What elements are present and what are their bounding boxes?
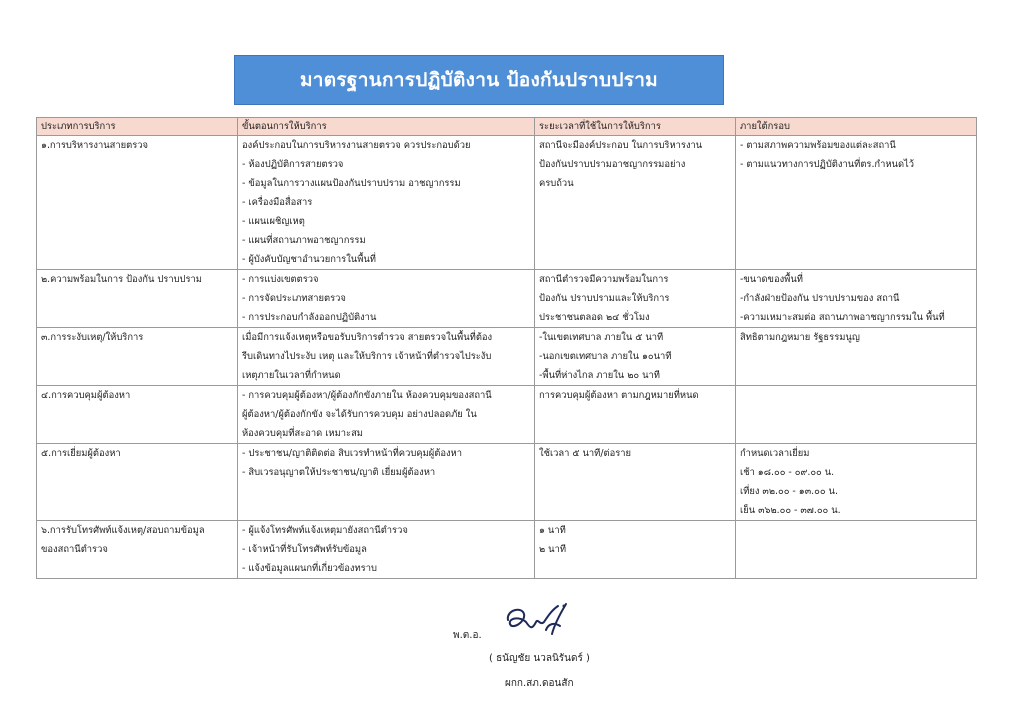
text-line: ๑.การบริหารงานสายตรวจ (41, 140, 148, 151)
page-title: มาตรฐานการปฏิบัติงาน ป้องกันปราบปราม (299, 69, 659, 91)
text-line: สถานีตำรวจมีความพร้อมในการ (539, 274, 669, 285)
text-line: เหตุภายในเวลาที่กำหนด (242, 370, 341, 381)
text-line: - ผู้บังคับบัญชาอำนวยการในพื้นที่ (242, 254, 376, 265)
text-line: ๕.การเยี่ยมผู้ต้องหา (41, 448, 121, 459)
text-line: - ประชาชน/ญาติติดต่อ สิบเวรทำหน้าที่ควบคุมผู้ต้องหา (242, 448, 462, 459)
table-row (37, 386, 977, 444)
text-line: ผู้ต้องหา/ผู้ต้องกักขัง จะได้รับการควบคุม อย่างปลอดภัย ใน (242, 409, 477, 420)
cell-framework (736, 270, 977, 328)
table-row (37, 444, 977, 521)
header-framework: ภายใต้กรอบ (736, 118, 977, 136)
signer-name: ( ธนัญชัย นวลนิรันดร์ ) (489, 653, 590, 664)
text-line: - ผู้แจ้งโทรศัพท์แจ้งเหตุมายังสถานีตำรวจ (242, 525, 408, 536)
standards-table (36, 117, 977, 579)
text-line: รีบเดินทางไประงับ เหตุ และให้บริการ เจ้าหน้าที่ตำรวจไประงับ (242, 351, 492, 362)
cell-steps (238, 136, 535, 270)
text-line: เมื่อมีการแจ้งเหตุหรือขอรับบริการตำรวจ สายตรวจในพื้นที่ต้อง (242, 332, 493, 343)
text-line: - แผนที่สถานภาพอาชญากรรม (242, 235, 366, 246)
cell-time (535, 136, 736, 270)
text-line: ครบถ้วน (539, 178, 574, 189)
cell-service (37, 136, 238, 270)
text-line: ห้องควบคุมที่สะอาด เหมาะสม (242, 428, 363, 439)
text-line: - ห้องปฏิบัติการสายตรวจ (242, 159, 344, 170)
table-row (37, 136, 977, 270)
text-line: กำหนดเวลาเยี่ยม (740, 448, 810, 459)
text-line: - การจัดประเภทสายตรวจ (242, 293, 346, 304)
text-line: การควบคุมผู้ต้องหา ตามกฎหมายที่หนด (539, 390, 699, 401)
text-line: ประชาชนตลอด ๒๔ ชั่วโมง (539, 312, 650, 323)
cell-time (535, 270, 736, 328)
cell-framework (736, 521, 977, 579)
cell-service (37, 386, 238, 444)
text-line: - แผนเผชิญเหตุ (242, 216, 305, 227)
text-line: - แจ้งข้อมูลแผนกที่เกี่ยวข้องทราบ (242, 563, 377, 574)
cell-steps (238, 386, 535, 444)
cell-steps (238, 270, 535, 328)
text-line: ๑ นาที (539, 525, 566, 536)
cell-framework (736, 136, 977, 270)
text-line: เช้า ๑๘.๐๐ - ๐๙.๐๐ น. (740, 467, 835, 478)
cell-framework (736, 444, 977, 521)
cell-time (535, 386, 736, 444)
cell-time (535, 521, 736, 579)
text-line: - เครื่องมือสื่อสาร (242, 197, 313, 208)
text-line: -ในเขตเทศบาล ภายใน ๕ นาที (539, 332, 664, 343)
cell-framework (736, 328, 977, 386)
cell-service (37, 444, 238, 521)
text-line: -ขนาดของพื้นที่ (740, 274, 803, 285)
signer-position: ผกก.สภ.ดอนสัก (505, 678, 574, 689)
text-line: ๒.ความพร้อมในการ ป้องกัน ปราบปราม (41, 274, 202, 285)
cell-steps (238, 444, 535, 521)
text-line: ของสถานีตำรวจ (41, 544, 108, 555)
text-line: ๔.การควบคุมผู้ต้องหา (41, 390, 131, 401)
text-line: - ตามสภาพความพร้อมของแต่ละสถานี (740, 140, 896, 151)
table-row (37, 328, 977, 386)
text-line: - สิบเวรอนุญาตให้ประชาชน/ญาติ เยี่ยมผู้ต้องหา (242, 467, 436, 478)
text-line: -พื้นที่ห่างไกล ภายใน ๒๐ นาที (539, 370, 660, 381)
text-line: - การแบ่งเขตตรวจ (242, 274, 319, 285)
text-line: -นอกเขตเทศบาล ภายใน ๑๐นาที (539, 351, 672, 362)
text-line: - เจ้าหน้าที่รับโทรศัพท์รับข้อมูล (242, 544, 367, 555)
cell-time (535, 444, 736, 521)
cell-framework (736, 386, 977, 444)
handwritten-signature (502, 600, 572, 642)
cell-steps (238, 328, 535, 386)
cell-service (37, 521, 238, 579)
text-line: ๒ นาที (539, 544, 567, 555)
text-line: -ความเหมาะสมต่อ สถานภาพอาชญากรรมใน พื้นที่ (740, 312, 945, 323)
text-line: - ข้อมูลในการวางแผนป้องกันปราบปราม อาชญากรรม (242, 178, 461, 189)
text-line: ๖.การรับโทรศัพท์แจ้งเหตุ/สอบถามข้อมูล (41, 525, 205, 536)
header-service-duration: ระยะเวลาที่ใช้ในการให้บริการ (535, 118, 736, 136)
cell-service (37, 270, 238, 328)
text-line: -กำลังฝ่ายป้องกัน ปราบปรามของ สถานี (740, 293, 900, 304)
text-line: - การประกอบกำลังออกปฏิบัติงาน (242, 312, 377, 323)
table-row (37, 521, 977, 579)
header-service-type: ประเภทการบริการ (37, 118, 238, 136)
header-row (37, 118, 977, 136)
title-banner (234, 55, 724, 105)
text-line: - ตามแนวทางการปฏิบัติงานที่ตร.กำหนดไว้ (740, 159, 915, 170)
signer-rank: พ.ต.อ. (453, 630, 482, 641)
cell-time (535, 328, 736, 386)
text-line: - การควบคุมผู้ต้องหา/ผู้ต้องกักขังภายใน ห้องควบคุมของสถานี (242, 390, 492, 401)
text-line: ใช้เวลา ๕ นาที/ต่อราย (539, 448, 631, 459)
text-line: ๓.การระงับเหตุ/ให้บริการ (41, 332, 144, 343)
text-line: สถานีจะมีองค์ประกอบ ในการบริหารงาน (539, 140, 703, 151)
text-line: สิทธิตามกฎหมาย รัฐธรรมนูญ (740, 332, 860, 343)
text-line: ป้องกัน ปราบปรามและให้บริการ (539, 293, 670, 304)
cell-service (37, 328, 238, 386)
header-service-steps: ขั้นตอนการให้บริการ (238, 118, 535, 136)
text-line: องค์ประกอบในการบริหารงานสายตรวจ ควรประกอบด้วย (242, 140, 471, 151)
cell-steps (238, 521, 535, 579)
text-line: เที่ยง ๓๒.๐๐ - ๑๓.๐๐ น. (740, 486, 838, 497)
text-line: เย็น ๓๖๒.๐๐ - ๓๗.๐๐ น. (740, 505, 841, 516)
text-line: ป้องกันปราบปรามอาชญากรรมอย่าง (539, 159, 686, 170)
table-row (37, 270, 977, 328)
